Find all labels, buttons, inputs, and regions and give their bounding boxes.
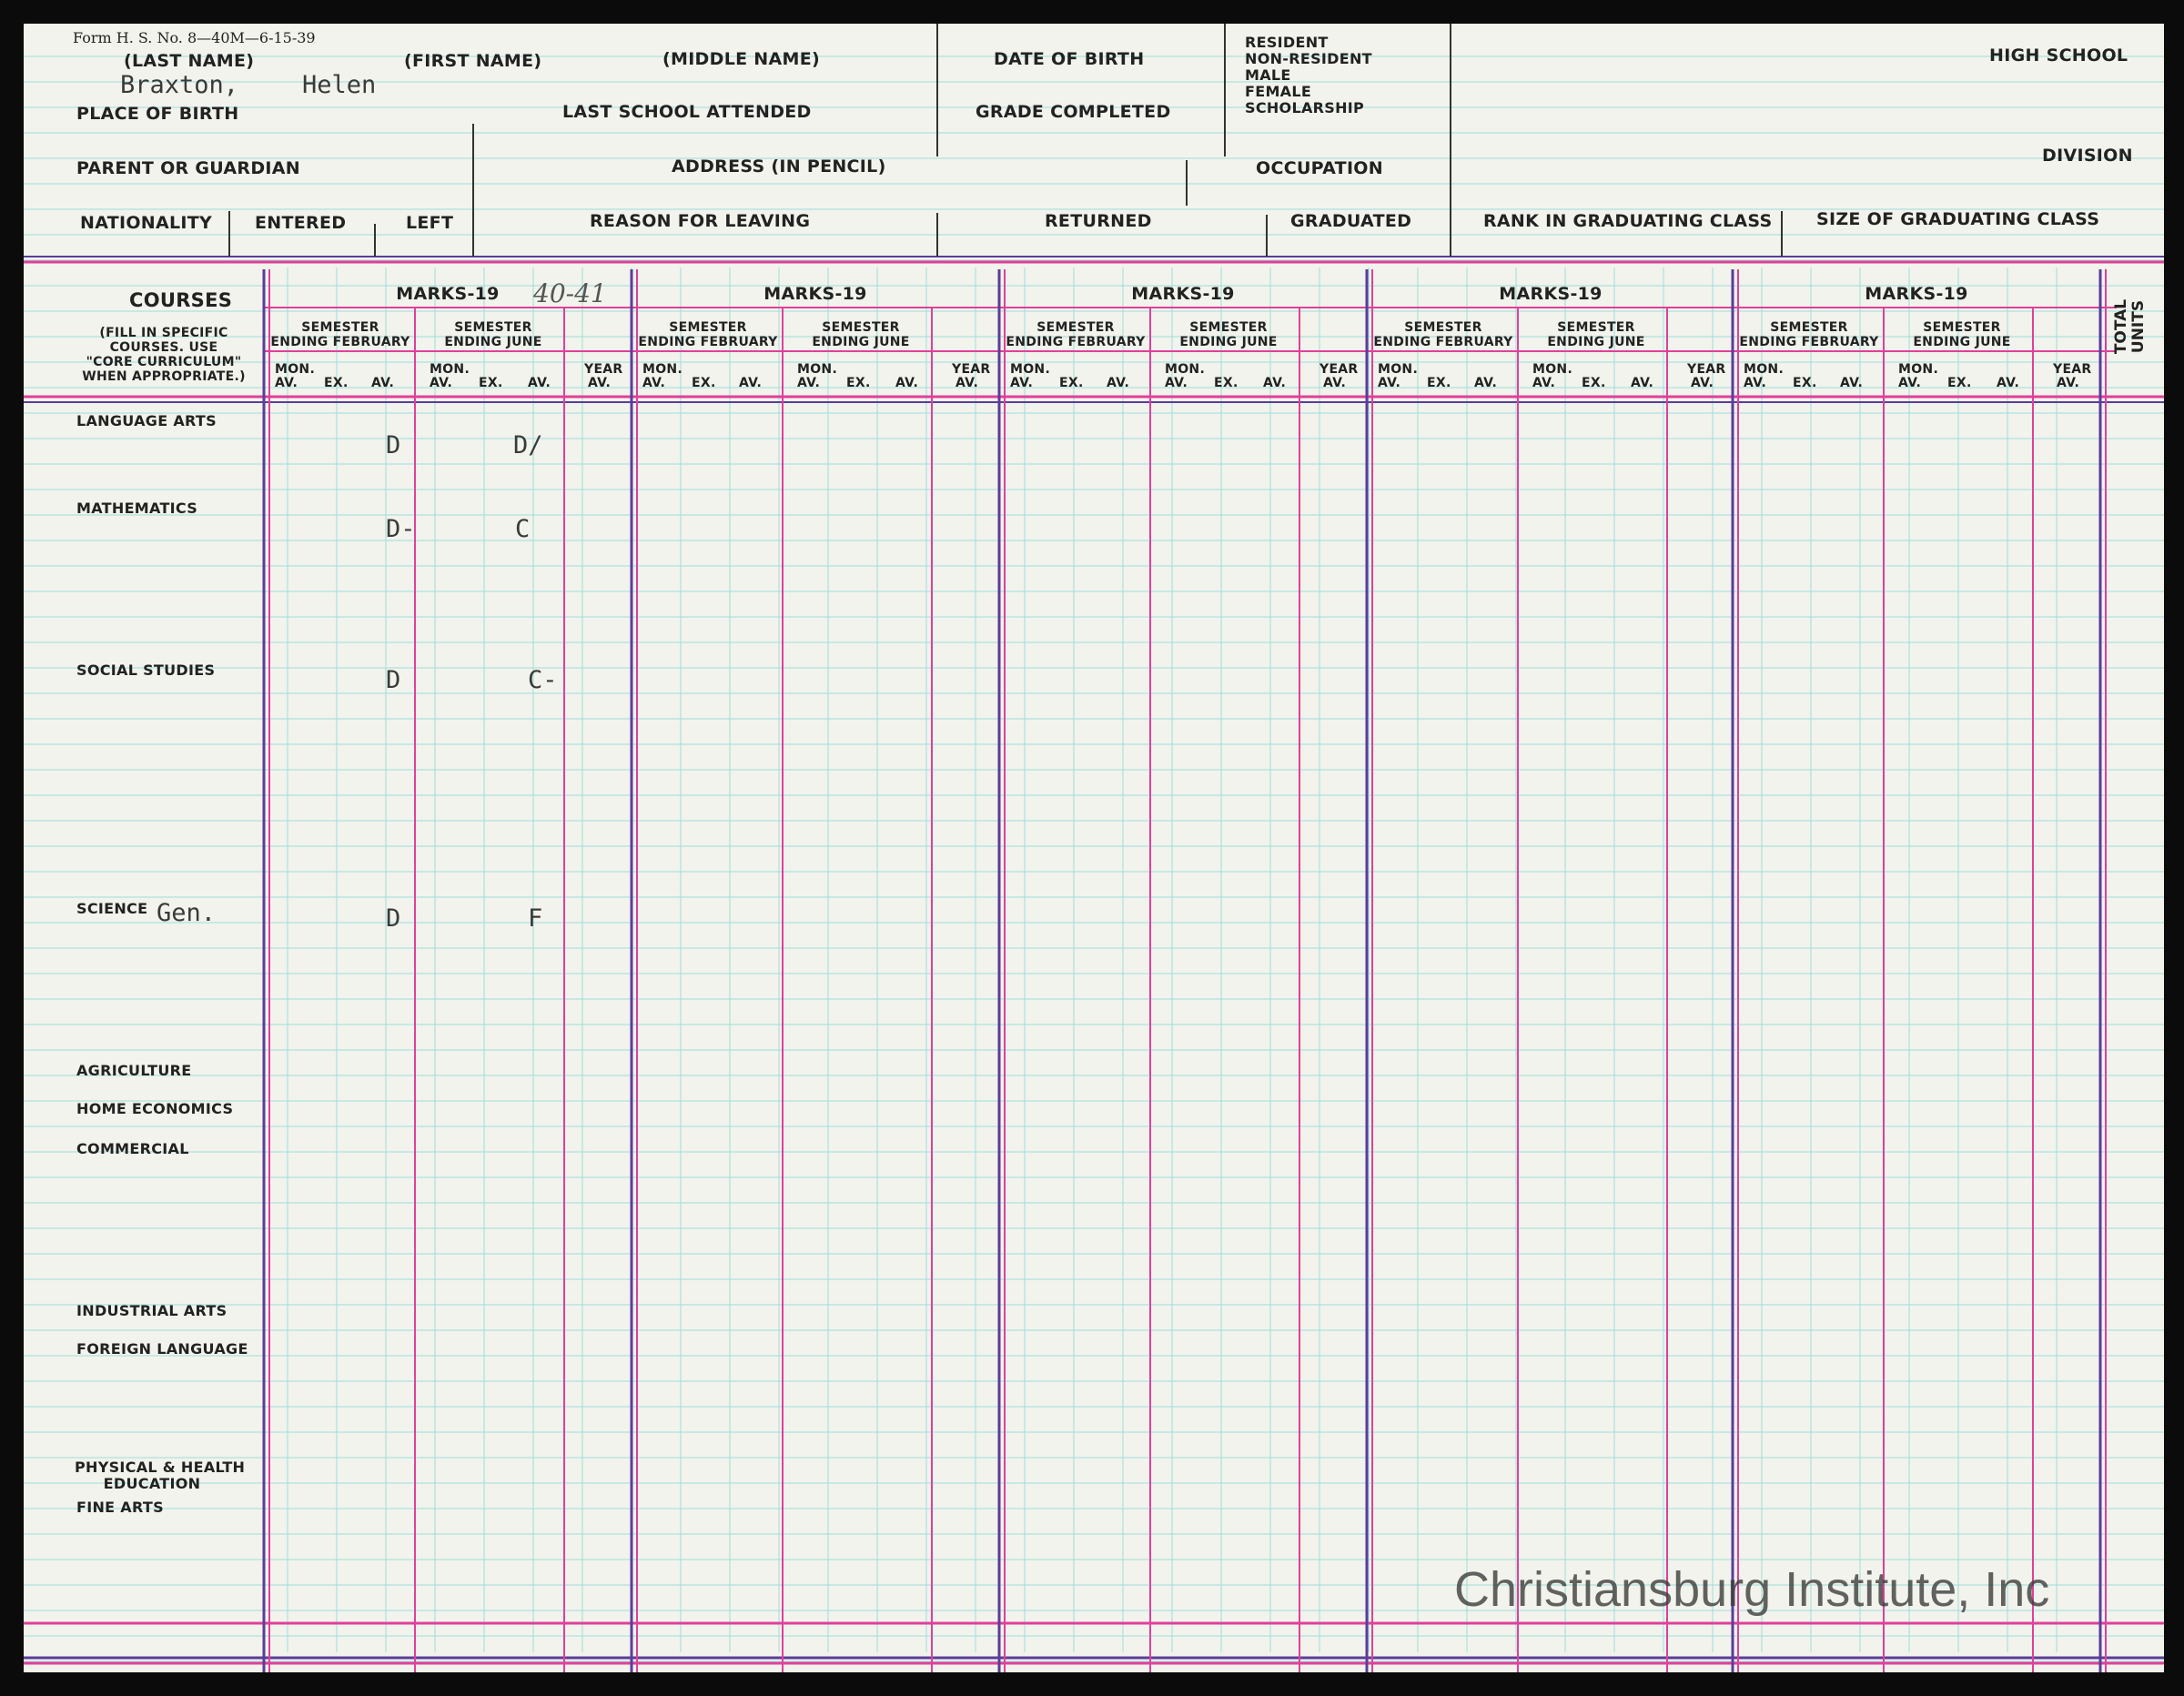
left-label: LEFT bbox=[406, 213, 454, 233]
course-foreign-language: FOREIGN LANGUAGE bbox=[76, 1340, 248, 1358]
middle-name-label: (MIDDLE NAME) bbox=[662, 49, 820, 69]
student-first-name: Helen bbox=[302, 71, 377, 99]
division-label: DIVISION bbox=[2042, 146, 2133, 166]
grade-science-june: F bbox=[528, 904, 543, 933]
av-label: AV. bbox=[528, 376, 551, 390]
av-label: AV. bbox=[642, 376, 666, 390]
mon-label: MON. bbox=[430, 362, 470, 377]
av-label: AV. bbox=[2057, 376, 2080, 390]
av-label: AV. bbox=[275, 376, 298, 390]
ex-label: EX. bbox=[1582, 376, 1606, 390]
mon-label: MON. bbox=[1898, 362, 1939, 377]
form-number: Form H. S. No. 8—40M—6-15-39 bbox=[73, 29, 316, 46]
av-label: AV. bbox=[1532, 376, 1556, 390]
year-label: YEAR bbox=[1687, 362, 1726, 377]
mon-label: MON. bbox=[1010, 362, 1051, 377]
semester-feb-label: SEMESTER ENDING FEBRUARY bbox=[638, 320, 778, 349]
ex-label: EX. bbox=[1427, 376, 1451, 390]
grade-social-studies-feb: D bbox=[386, 666, 401, 694]
watermark: Christiansburg Institute, Inc bbox=[1454, 1562, 2050, 1617]
reason-label: REASON FOR LEAVING bbox=[590, 211, 811, 231]
course-social-studies: SOCIAL STUDIES bbox=[76, 661, 216, 679]
course-commercial: COMMERCIAL bbox=[76, 1140, 189, 1157]
mon-label: MON. bbox=[1378, 362, 1419, 377]
place-of-birth-label: PLACE OF BIRTH bbox=[76, 104, 239, 124]
ex-label: EX. bbox=[846, 376, 871, 390]
mon-label: MON. bbox=[797, 362, 838, 377]
av-label: AV. bbox=[1263, 376, 1287, 390]
courses-note: (FILL IN SPECIFIC COURSES. USE "CORE CURRICULUM" WHEN APPROPRIATE.) bbox=[82, 326, 246, 384]
course-fine-arts: FINE ARTS bbox=[76, 1499, 164, 1516]
av-label: AV. bbox=[588, 376, 612, 390]
female-label: FEMALE bbox=[1245, 83, 1312, 100]
last-name-label: (LAST NAME) bbox=[124, 51, 255, 71]
av-label: AV. bbox=[1691, 376, 1714, 390]
year-label: YEAR bbox=[2053, 362, 2092, 377]
address-label: ADDRESS (IN PENCIL) bbox=[672, 156, 886, 177]
av-label: AV. bbox=[430, 376, 453, 390]
grade-completed-label: GRADE COMPLETED bbox=[976, 102, 1171, 122]
av-label: AV. bbox=[1165, 376, 1188, 390]
total-units-label: TOTAL UNITS bbox=[2112, 298, 2148, 355]
grade-language-arts-june: D/ bbox=[513, 431, 543, 459]
mon-label: MON. bbox=[1532, 362, 1573, 377]
marks-label: MARKS-19 bbox=[763, 284, 867, 304]
high-school-label: HIGH SCHOOL bbox=[1989, 45, 2128, 66]
course-science-detail: Gen. bbox=[157, 899, 217, 927]
semester-feb-label: SEMESTER ENDING FEBRUARY bbox=[270, 320, 410, 349]
student-last-name: Braxton, bbox=[120, 71, 239, 99]
marks-label: MARKS-19 bbox=[1499, 284, 1603, 304]
av-label: AV. bbox=[1898, 376, 1922, 390]
year-label: YEAR bbox=[1320, 362, 1359, 377]
av-label: AV. bbox=[1323, 376, 1347, 390]
course-science: SCIENCE bbox=[76, 900, 148, 917]
semester-june-label: SEMESTER ENDING JUNE bbox=[444, 320, 542, 349]
av-label: AV. bbox=[739, 376, 763, 390]
ex-label: EX. bbox=[1214, 376, 1239, 390]
first-name-label: (FIRST NAME) bbox=[404, 51, 542, 71]
av-label: AV. bbox=[956, 376, 979, 390]
course-industrial-arts: INDUSTRIAL ARTS bbox=[76, 1302, 228, 1319]
grade-language-arts-feb: D bbox=[386, 431, 401, 459]
ex-label: EX. bbox=[1793, 376, 1817, 390]
ruled-grid bbox=[24, 24, 2164, 1672]
semester-feb-label: SEMESTER ENDING FEBRUARY bbox=[1373, 320, 1513, 349]
status-labels bbox=[1245, 35, 1372, 116]
year-label: YEAR bbox=[952, 362, 991, 377]
ex-label: EX. bbox=[479, 376, 503, 390]
mon-label: MON. bbox=[642, 362, 683, 377]
mon-label: MON. bbox=[1744, 362, 1785, 377]
last-school-label: LAST SCHOOL ATTENDED bbox=[562, 102, 812, 122]
nationality-label: NATIONALITY bbox=[80, 213, 213, 233]
occupation-label: OCCUPATION bbox=[1256, 158, 1383, 178]
marks-label: MARKS-19 bbox=[1865, 284, 1968, 304]
semester-june-label: SEMESTER ENDING JUNE bbox=[1913, 320, 2011, 349]
marks-label: MARKS-19 bbox=[396, 284, 500, 304]
semester-feb-label: SEMESTER ENDING FEBRUARY bbox=[1739, 320, 1879, 349]
course-language-arts: LANGUAGE ARTS bbox=[76, 412, 217, 429]
course-mathematics: MATHEMATICS bbox=[76, 500, 198, 517]
semester-feb-label: SEMESTER ENDING FEBRUARY bbox=[1006, 320, 1146, 349]
courses-label: COURSES bbox=[129, 289, 233, 311]
grade-science-feb: D bbox=[386, 904, 401, 933]
semester-june-label: SEMESTER ENDING JUNE bbox=[1547, 320, 1645, 349]
ex-label: EX. bbox=[692, 376, 716, 390]
semester-june-label: SEMESTER ENDING JUNE bbox=[812, 320, 910, 349]
returned-label: RETURNED bbox=[1045, 211, 1152, 231]
record-card bbox=[24, 24, 2164, 1672]
grade-social-studies-june: C- bbox=[528, 666, 558, 694]
entered-label: ENTERED bbox=[255, 213, 347, 233]
mon-label: MON. bbox=[1165, 362, 1206, 377]
grade-mathematics-feb: D- bbox=[386, 515, 416, 543]
av-label: AV. bbox=[371, 376, 395, 390]
av-label: AV. bbox=[797, 376, 821, 390]
rank-label: RANK IN GRADUATING CLASS bbox=[1483, 211, 1773, 231]
date-of-birth-label: DATE OF BIRTH bbox=[994, 49, 1145, 69]
resident-label: RESIDENT bbox=[1245, 34, 1329, 51]
non-resident-label: NON-RESIDENT bbox=[1245, 50, 1372, 67]
scholarship-label: SCHOLARSHIP bbox=[1245, 99, 1365, 116]
marks-label: MARKS-19 bbox=[1131, 284, 1235, 304]
ex-label: EX. bbox=[1947, 376, 1972, 390]
av-label: AV. bbox=[1840, 376, 1864, 390]
course-agriculture: AGRICULTURE bbox=[76, 1062, 192, 1079]
av-label: AV. bbox=[1744, 376, 1767, 390]
marks-year-handwritten: 40-41 bbox=[533, 278, 607, 308]
grade-mathematics-june: C bbox=[515, 515, 531, 543]
av-label: AV. bbox=[1474, 376, 1498, 390]
ex-label: EX. bbox=[1059, 376, 1084, 390]
av-label: AV. bbox=[1010, 376, 1034, 390]
semester-june-label: SEMESTER ENDING JUNE bbox=[1179, 320, 1278, 349]
av-label: AV. bbox=[895, 376, 919, 390]
male-label: MALE bbox=[1245, 66, 1291, 84]
parent-label: PARENT OR GUARDIAN bbox=[76, 158, 300, 178]
size-label: SIZE OF GRADUATING CLASS bbox=[1816, 209, 2100, 229]
year-label: YEAR bbox=[584, 362, 623, 377]
av-label: AV. bbox=[1107, 376, 1130, 390]
course-physical-health: PHYSICAL & HEALTH EDUCATION bbox=[75, 1459, 246, 1492]
mon-label: MON. bbox=[275, 362, 316, 377]
av-label: AV. bbox=[1378, 376, 1401, 390]
av-label: AV. bbox=[1997, 376, 2020, 390]
course-home-economics: HOME ECONOMICS bbox=[76, 1100, 234, 1117]
ex-label: EX. bbox=[324, 376, 349, 390]
graduated-label: GRADUATED bbox=[1290, 211, 1412, 231]
av-label: AV. bbox=[1631, 376, 1654, 390]
